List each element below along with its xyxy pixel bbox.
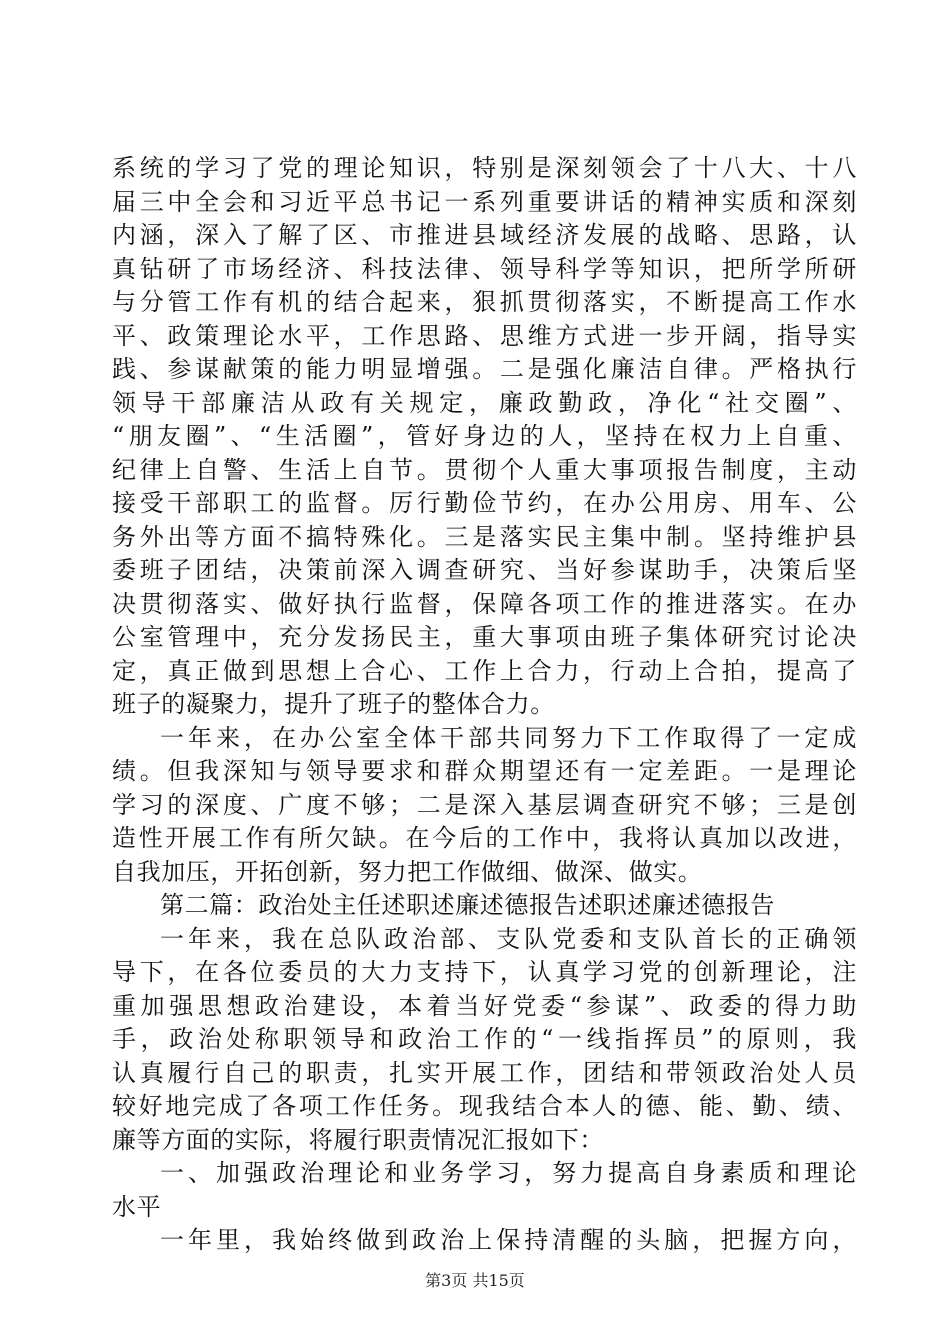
text-line: 公室管理中，充分发扬民主，重大事项由班子集体研究讨论决: [112, 623, 857, 651]
text-line: 导下，在各位委员的大力支持下，认真学习党的创新理论，注: [112, 958, 857, 986]
text-line: 一年来，在办公室全体干部共同努力下工作取得了一定成: [160, 723, 857, 752]
text-line: 造性开展工作有所欠缺。在今后的工作中，我将认真加以改进，: [112, 824, 857, 852]
text-line: 内涵，深入了解了区、市推进县域经济发展的战略、思路，认: [112, 221, 857, 249]
text-line: 认真履行自己的职责，扎实开展工作，团结和带领政治处人员: [112, 1058, 857, 1087]
text-line: 水平: [112, 1192, 162, 1221]
text-line: 自我加压，开拓创新，努力把工作做细、做深、做实。: [112, 857, 703, 886]
page-footer: 第3页 共15页: [425, 1271, 525, 1290]
text-line: 务外出等方面不搞特殊化。三是落实民主集中制。坚持维护县: [112, 522, 857, 551]
text-line: 真钻研了市场经济、科技法律、领导科学等知识，把所学所研: [112, 254, 857, 283]
text-line: 决贯彻落实、做好执行监督，保障各项工作的推进落实。在办: [112, 589, 857, 618]
text-line: 践、参谋献策的能力明显增强。二是强化廉洁自律。严格执行: [112, 355, 857, 383]
text-line: 与分管工作有机的结合起来，狠抓贯彻落实，不断提高工作水: [112, 288, 857, 316]
text-line: 委班子团结，决策前深入调查研究、当好参谋助手，决策后坚: [112, 556, 857, 584]
text-line: 平、政策理论水平，工作思路、思维方式进一步开阔，指导实: [112, 321, 857, 350]
text-line: 届三中全会和习近平总书记一系列重要讲话的精神实质和深刻: [112, 187, 857, 216]
text-line: 纪律上自警、生活上自节。贯彻个人重大事项报告制度，主动: [112, 455, 857, 484]
text-line: 定，真正做到思想上合心、工作上合力，行动上合拍，提高了: [112, 656, 857, 685]
text-line: 一年里，我始终做到政治上保持清醒的头脑，把握方向，: [160, 1226, 857, 1254]
text-line: 廉等方面的实际，将履行职责情况汇报如下：: [112, 1125, 604, 1154]
text-line: 一、加强政治理论和业务学习，努力提高自身素质和理论: [160, 1159, 857, 1187]
text-line: 接受干部职工的监督。厉行勤俭节约，在办公用房、用车、公: [112, 489, 857, 517]
text-line: 一年来，我在总队政治部、支队党委和支队首长的正确领: [160, 924, 857, 953]
text-line: 手，政治处称职领导和政治工作的“一线指挥员”的原则，我: [112, 1025, 857, 1053]
text-line: 绩。但我深知与领导要求和群众期望还有一定差距。一是理论: [112, 757, 857, 785]
text-line: 领导干部廉洁从政有关规定，廉政勤政，净化“社交圈”、: [112, 388, 857, 417]
text-line: 重加强思想政治建设，本着当好党委“参谋”、政委的得力助: [112, 991, 857, 1020]
text-line: 学习的深度、广度不够；二是深入基层调查研究不够；三是创: [112, 790, 857, 819]
text-line: 班子的凝聚力，提升了班子的整体合力。: [112, 690, 555, 718]
text-line: 第二篇：政治处主任述职述廉述德报告述职述廉述德报告: [160, 891, 775, 919]
document-body: [112, 152, 857, 1258]
text-line: 较好地完成了各项工作任务。现我结合本人的德、能、勤、绩、: [112, 1092, 857, 1120]
text-line: “朋友圈”、“生活圈”，管好身边的人，坚持在权力上自重、: [112, 422, 857, 450]
text-line: 系统的学习了党的理论知识，特别是深刻领会了十八大、十八: [112, 154, 857, 182]
